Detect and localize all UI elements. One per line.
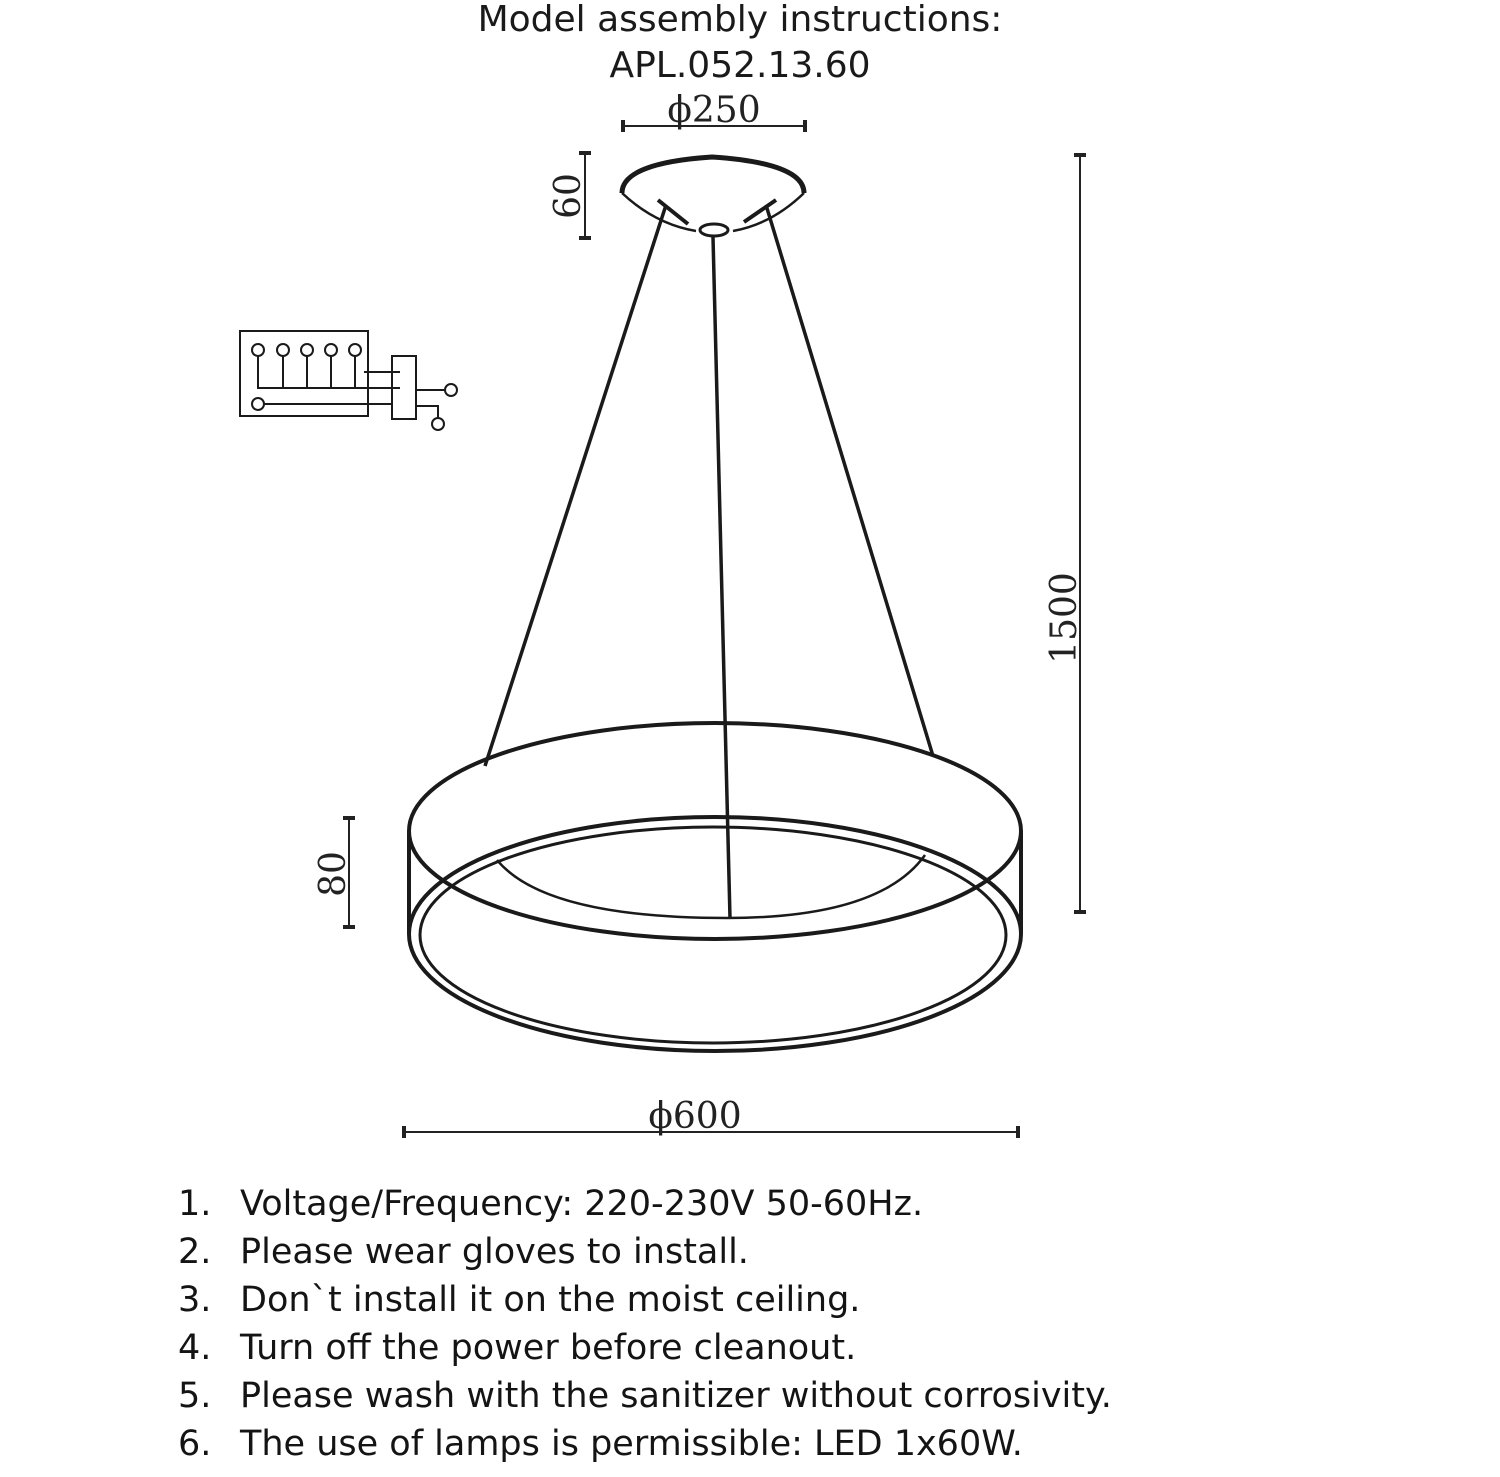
item-number: 1. [178,1184,212,1224]
ring-height-label: 80 [313,851,354,897]
dimension-ring-diameter [404,1096,1018,1137]
dimension-ring-height [313,818,354,927]
page-title: Model assembly instructions: [477,0,1003,40]
dimension-canopy-diameter [623,90,805,131]
wiring-diagram [240,331,457,430]
canopy [622,157,804,236]
model-number: APL.052.13.60 [609,45,871,86]
list-item [178,1372,1112,1420]
item-text: Please wear gloves to install. [240,1232,749,1272]
list-item [178,1180,1112,1228]
ring-lamp [409,723,1021,1051]
ring-diameter-label: ϕ600 [648,1096,742,1137]
item-number: 4. [178,1328,212,1368]
list-item [178,1324,1112,1372]
item-number: 5. [178,1376,212,1416]
canopy-diameter-label: ϕ250 [667,90,761,131]
item-text: Voltage/Frequency: 220-230V 50-60Hz. [240,1184,924,1224]
total-height-label: 1500 [1044,572,1085,664]
suspension-cables [485,205,933,918]
item-text: Turn off the power before cleanout. [240,1328,857,1368]
dimension-canopy-height [548,153,589,238]
item-number: 6. [178,1424,212,1464]
item-number: 3. [178,1280,212,1320]
item-text: Please wash with the sanitizer without corrosivity. [240,1376,1112,1416]
dimension-total-height [1044,155,1085,912]
list-item [178,1420,1112,1468]
list-item [178,1228,1112,1276]
canopy-height-label: 60 [548,173,589,219]
item-text: The use of lamps is permissible: LED 1x60W. [240,1424,1023,1464]
instruction-list [178,1180,1112,1468]
item-text: Don`t install it on the moist ceiling. [240,1280,861,1320]
list-item [178,1276,1112,1324]
item-number: 2. [178,1232,212,1272]
